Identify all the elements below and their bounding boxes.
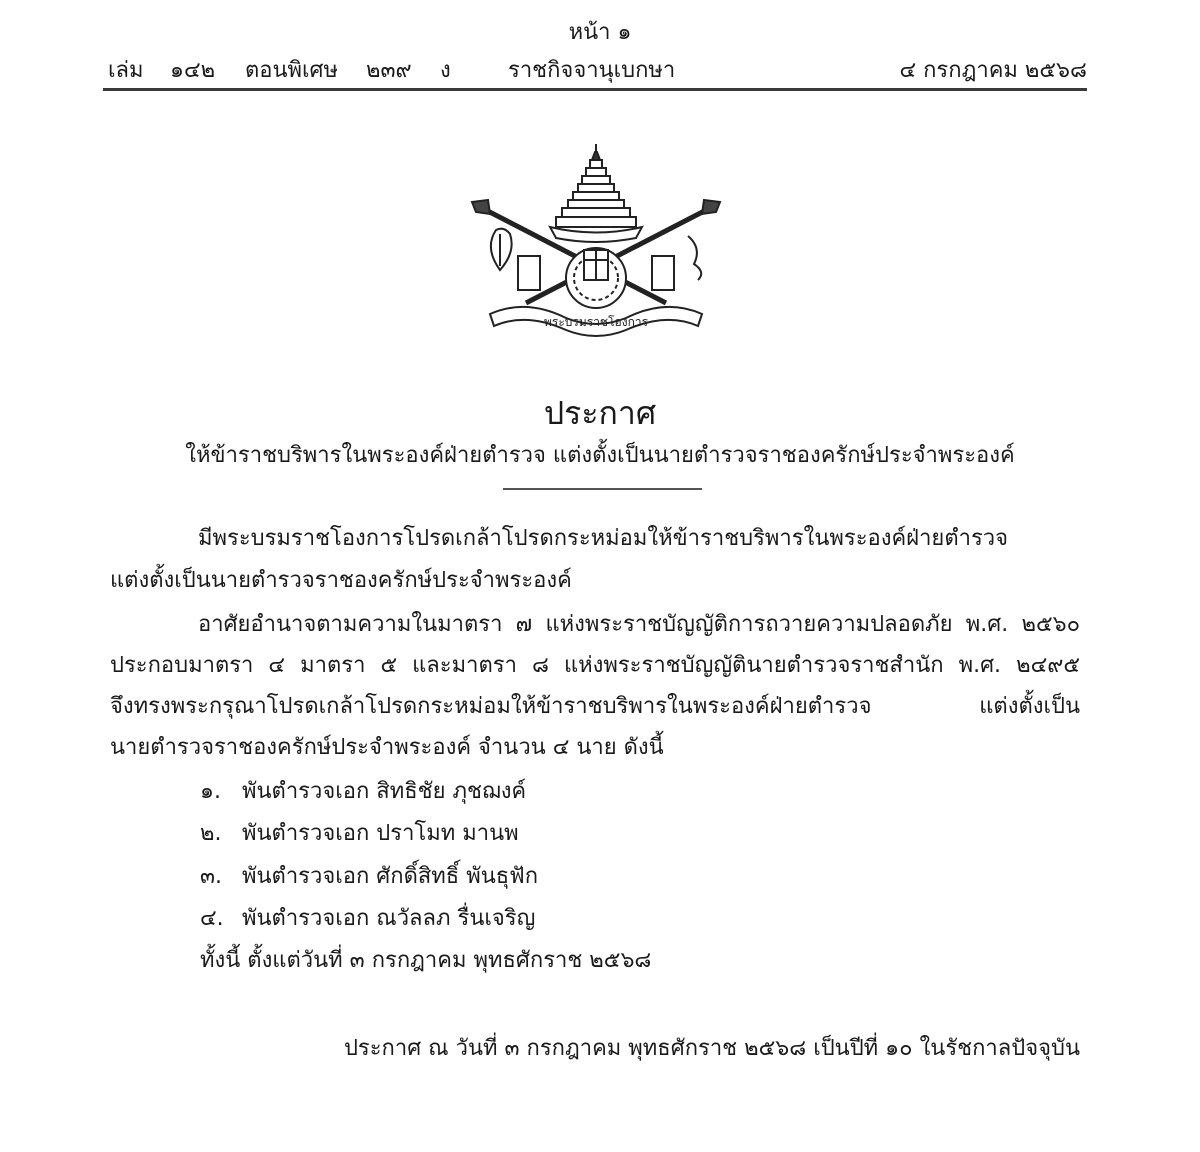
paragraph-2-line-2: ประกอบมาตรา ๔ มาตรา ๕ และมาตรา ๘ แห่งพระราชบัญญัตินายตำรวจราชสำนัก พ.ศ. ๒๔๙๕: [110, 653, 1080, 678]
appointee-item: [200, 773, 526, 808]
paragraph-2-line-3: จึงทรงพระกรุณาโปรดเกล้าโปรดกระหม่อมให้ข้าราชบริพารในพระองค์ฝ่ายตำรวจ แต่งตั้งเป็น: [110, 694, 1080, 719]
document-title: ประกาศ: [543, 394, 657, 432]
paragraph-2-line-4: นายตำรวจราชองครักษ์ประจำพระองค์ จำนวน ๔ นาย ดังนี้: [110, 735, 664, 760]
publication-name: ราชกิจจานุเบกษา: [508, 58, 676, 83]
paragraph-1-line-1: มีพระบรมราชโองการโปรดเกล้าโปรดกระหม่อมให้ข้าราชบริพารในพระองค์ฝ่ายตำรวจ: [198, 526, 1009, 551]
appointee-item: [200, 815, 519, 850]
publication-date: ๔ กรกฎาคม ๒๕๖๘: [899, 58, 1087, 83]
section-number: ๒๓๙: [366, 58, 412, 83]
paragraph-1-line-2: แต่งตั้งเป็นนายตำรวจราชองครักษ์ประจำพระองค์: [110, 568, 572, 593]
section-label: ตอนพิเศษ: [245, 58, 339, 83]
appointee-number: ๔.: [200, 906, 224, 931]
appointee-item: [200, 858, 538, 893]
appointee-name: พันตำรวจเอก ณวัลลภ รื่นเจริญ: [242, 906, 536, 931]
appointee-item: [200, 900, 535, 935]
effective-date-line: ทั้งนี้ ตั้งแต่วันที่ ๓ กรกฎาคม พุทธศักราช ๒๕๖๘: [200, 948, 652, 973]
svg-text:พระบรมราชโองการ: พระบรมราชโองการ: [543, 315, 649, 329]
appointee-name: พันตำรวจเอก ปราโมท มานพ: [242, 821, 519, 846]
announcement-date-line: ประกาศ ณ วันที่ ๓ กรกฎาคม พุทธศักราช ๒๕๖๘ เป็นปีที่ ๑๐ ในรัชกาลปัจจุบัน: [343, 1036, 1080, 1061]
header-rule: [103, 88, 1087, 91]
volume-number: ๑๔๒: [170, 58, 216, 83]
volume-label: เล่ม: [108, 58, 144, 83]
document-subtitle: ให้ข้าราชบริพารในพระองค์ฝ่ายตำรวจ แต่งตั้งเป็นนายตำรวจราชองครักษ์ประจำพระองค์: [185, 443, 1015, 468]
appointee-number: ๒.: [200, 821, 222, 846]
title-divider: [503, 488, 702, 490]
appointee-number: ๓.: [200, 864, 223, 889]
paragraph-2-line-1: อาศัยอำนาจตามความในมาตรา ๗ แห่งพระราชบัญญัติการถวายความปลอดภัย พ.ศ. ๒๕๖๐: [198, 612, 1080, 637]
appointee-name: พันตำรวจเอก สิทธิชัย ภุชฌงค์: [242, 779, 527, 804]
appointee-number: ๑.: [200, 779, 221, 804]
page-number: หน้า ๑: [568, 20, 632, 45]
section-letter: ง: [440, 58, 451, 83]
appointee-name: พันตำรวจเอก ศักดิ์สิทธิ์ พันธุฟัก: [242, 864, 539, 889]
royal-emblem-icon: [466, 138, 726, 338]
